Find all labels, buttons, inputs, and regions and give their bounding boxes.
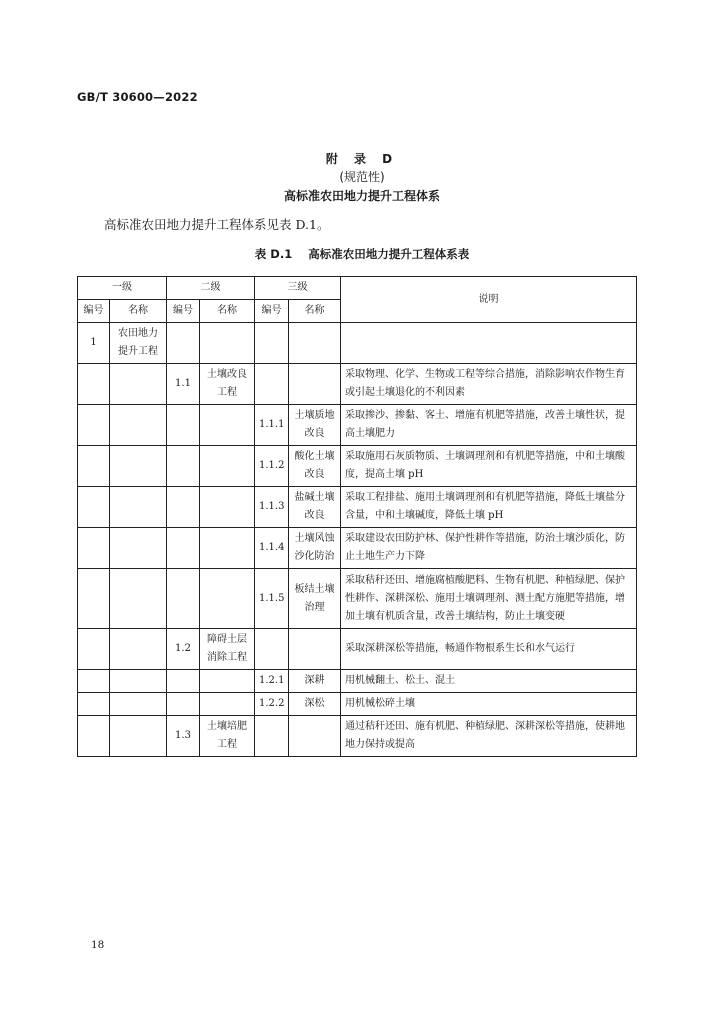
cell-l2-no [167, 670, 200, 693]
cell-l2-no [167, 569, 200, 629]
table-caption-number: 表 D.1 [254, 247, 293, 261]
cell-l3-no: 1.1.1 [255, 405, 289, 446]
cell-description: 采取工程排盐、施用土壤调理剂和有机肥等措施，降低土壤盐分含量，中和土壤碱度，降低土壤 pH [341, 487, 637, 528]
header-level-3: 三级 [255, 277, 341, 300]
table-row [78, 528, 637, 569]
cell-l1-no [78, 405, 110, 446]
header-level-2: 二级 [167, 277, 255, 300]
cell-l1-no [78, 569, 110, 629]
header-l2-name: 名称 [200, 300, 255, 323]
cell-l1-no [78, 693, 110, 716]
table-caption [0, 246, 724, 262]
cell-l3-no: 1.2.2 [255, 693, 289, 716]
cell-l3-no: 1.1.2 [255, 446, 289, 487]
cell-description: 采取深耕深松等措施，畅通作物根系生长和水气运行 [341, 629, 637, 670]
cell-l3-name: 土壤质地改良 [289, 405, 341, 446]
cell-l2-no [167, 405, 200, 446]
cell-l2-name: 土壤培肥工程 [200, 716, 255, 757]
appendix-name: 高标准农田地力提升工程体系 [283, 189, 440, 203]
cell-description: 采取建设农田防护林、保护性耕作等措施，防治土壤沙质化，防止土地生产力下降 [341, 528, 637, 569]
cell-l2-name [200, 569, 255, 629]
table-caption-title: 高标准农田地力提升工程体系表 [308, 247, 470, 261]
engineering-system-table [77, 276, 637, 757]
table-row [78, 323, 637, 364]
cell-l1-name [110, 364, 167, 405]
table-row [78, 446, 637, 487]
cell-l2-name [200, 323, 255, 364]
cell-l1-name [110, 487, 167, 528]
table-row [78, 487, 637, 528]
table-row [78, 670, 637, 693]
header-l3-name: 名称 [289, 300, 341, 323]
header-l3-no: 编号 [255, 300, 289, 323]
cell-l3-no: 1.1.5 [255, 569, 289, 629]
cell-l2-no: 1.2 [167, 629, 200, 670]
appendix-title: 附 录 D [325, 152, 399, 166]
cell-l2-no [167, 528, 200, 569]
header-description: 说明 [341, 277, 637, 323]
cell-l1-no [78, 364, 110, 405]
cell-l2-name [200, 693, 255, 716]
cell-l3-name: 土壤风蚀沙化防治 [289, 528, 341, 569]
cell-l3-no [255, 716, 289, 757]
cell-l1-no [78, 716, 110, 757]
cell-description: 通过秸秆还田、施有机肥、种植绿肥、深耕深松等措施，使耕地地力保持或提高 [341, 716, 637, 757]
table-row [78, 629, 637, 670]
cell-l1-name [110, 569, 167, 629]
cell-l1-name [110, 693, 167, 716]
cell-l3-name [289, 364, 341, 405]
cell-l1-no [78, 487, 110, 528]
cell-l1-name [110, 446, 167, 487]
cell-l2-name [200, 446, 255, 487]
cell-description: 采取秸秆还田、增施腐植酸肥料、生物有机肥、种植绿肥、保护性耕作、深耕深松、施用土壤调理剂、测土配方施肥等措施，增加土壤有机质含量，改善土壤结构，防止土壤变硬 [341, 569, 637, 629]
cell-l2-no: 1.3 [167, 716, 200, 757]
table-row [78, 693, 637, 716]
table-row [78, 716, 637, 757]
cell-description [341, 323, 637, 364]
cell-l3-no [255, 364, 289, 405]
cell-l3-name [289, 629, 341, 670]
cell-l3-name: 酸化土壤改良 [289, 446, 341, 487]
cell-l2-no [167, 323, 200, 364]
cell-l3-name: 深松 [289, 693, 341, 716]
cell-l1-name: 农田地力提升工程 [110, 323, 167, 364]
cell-l2-name [200, 528, 255, 569]
cell-l3-no: 1.1.4 [255, 528, 289, 569]
cell-l2-name: 障碍土层消除工程 [200, 629, 255, 670]
header-l1-name: 名称 [110, 300, 167, 323]
cell-l3-no [255, 629, 289, 670]
cell-description: 采取掺沙、掺黏、客土、增施有机肥等措施，改善土壤性状，提高土壤肥力 [341, 405, 637, 446]
cell-l3-no: 1.2.1 [255, 670, 289, 693]
table-row [78, 569, 637, 629]
cell-l1-no: 1 [78, 323, 110, 364]
cell-l3-name: 盐碱土壤改良 [289, 487, 341, 528]
cell-l2-no [167, 446, 200, 487]
cell-l2-no: 1.1 [167, 364, 200, 405]
cell-l1-name [110, 670, 167, 693]
cell-description: 采取施用石灰质物质、土壤调理剂和有机肥等措施，中和土壤酸度，提高土壤 pH [341, 446, 637, 487]
cell-l2-no [167, 487, 200, 528]
cell-l1-no [78, 528, 110, 569]
intro-paragraph: 高标准农田地力提升工程体系见表 D.1。 [104, 217, 330, 232]
header-level-1: 一级 [78, 277, 167, 300]
cell-l2-name [200, 487, 255, 528]
cell-l2-name: 土壤改良工程 [200, 364, 255, 405]
cell-l3-no: 1.1.3 [255, 487, 289, 528]
cell-l2-name [200, 405, 255, 446]
standard-code: GB/T 30600—2022 [77, 90, 198, 104]
table-row [78, 405, 637, 446]
table-row [78, 364, 637, 405]
appendix-type: (规范性) [339, 170, 385, 184]
cell-l2-no [167, 693, 200, 716]
header-l2-no: 编号 [167, 300, 200, 323]
cell-l2-name [200, 670, 255, 693]
cell-l3-name [289, 716, 341, 757]
cell-description: 用机械翻土、松土、混土 [341, 670, 637, 693]
cell-l1-name [110, 716, 167, 757]
cell-l1-no [78, 446, 110, 487]
cell-l1-name [110, 528, 167, 569]
cell-l1-no [78, 670, 110, 693]
page-number: 18 [91, 939, 105, 951]
cell-l3-name [289, 323, 341, 364]
cell-l3-name: 深耕 [289, 670, 341, 693]
cell-l1-name [110, 405, 167, 446]
cell-description: 用机械松碎土壤 [341, 693, 637, 716]
header-l1-no: 编号 [78, 300, 110, 323]
cell-l1-no [78, 629, 110, 670]
cell-description: 采取物理、化学、生物或工程等综合措施，消除影响农作物生育或引起土壤退化的不利因素 [341, 364, 637, 405]
table-body [78, 323, 637, 757]
cell-l3-name: 板结土壤治理 [289, 569, 341, 629]
cell-l1-name [110, 629, 167, 670]
cell-l3-no [255, 323, 289, 364]
